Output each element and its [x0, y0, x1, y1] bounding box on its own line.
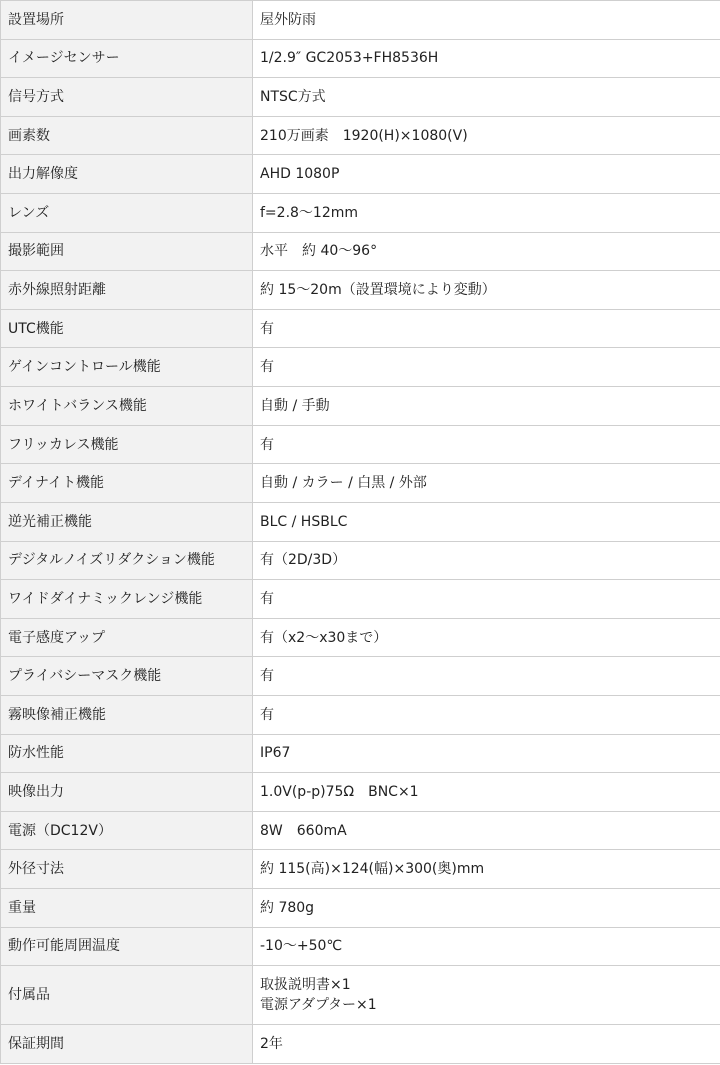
spec-label: 霧映像補正機能: [1, 695, 253, 734]
spec-row-waterproof: [1, 734, 720, 773]
spec-row-signal-system: [1, 78, 720, 117]
spec-value-line: 取扱説明書×1: [260, 977, 351, 994]
spec-row-image-sensor: [1, 39, 720, 78]
spec-label: 保証期間: [1, 1025, 253, 1064]
spec-row-privacy-mask: [1, 657, 720, 696]
spec-label: プライバシーマスク機能: [1, 657, 253, 696]
spec-row-dimensions: [1, 850, 720, 889]
spec-label: 逆光補正機能: [1, 502, 253, 541]
spec-row-lens: [1, 194, 720, 233]
spec-value: 有: [253, 309, 720, 348]
spec-value: -10〜+50℃: [253, 927, 720, 966]
spec-row-noise-reduction: [1, 541, 720, 580]
spec-row-accessories: [1, 966, 720, 1025]
spec-row-gain-control: [1, 348, 720, 387]
spec-label: ワイドダイナミックレンジ機能: [1, 580, 253, 619]
spec-label: 電源（DC12V）: [1, 811, 253, 850]
spec-label: フリッカレス機能: [1, 425, 253, 464]
spec-row-video-output: [1, 773, 720, 812]
spec-label: 画素数: [1, 116, 253, 155]
spec-value: f=2.8〜12mm: [253, 194, 720, 233]
spec-row-wdr: [1, 580, 720, 619]
spec-value: BLC / HSBLC: [253, 502, 720, 541]
spec-row-power: [1, 811, 720, 850]
spec-value: 210万画素 1920(H)×1080(V): [253, 116, 720, 155]
spec-label: ホワイトバランス機能: [1, 387, 253, 426]
spec-row-operating-temp: [1, 927, 720, 966]
spec-row-installation: [1, 1, 720, 40]
spec-value: 有: [253, 657, 720, 696]
spec-label: 撮影範囲: [1, 232, 253, 271]
spec-label: 防水性能: [1, 734, 253, 773]
spec-row-warranty: [1, 1025, 720, 1064]
spec-row-utc: [1, 309, 720, 348]
spec-row-weight: [1, 889, 720, 928]
spec-label: イメージセンサー: [1, 39, 253, 78]
spec-value: 水平 約 40〜96°: [253, 232, 720, 271]
spec-row-backlight-compensation: [1, 502, 720, 541]
spec-value: 自動 / カラー / 白黒 / 外部: [253, 464, 720, 503]
spec-value: 有（x2〜x30まで）: [253, 618, 720, 657]
spec-value: [253, 966, 720, 1025]
spec-label: 映像出力: [1, 773, 253, 812]
spec-row-pixels: [1, 116, 720, 155]
spec-label: デイナイト機能: [1, 464, 253, 503]
spec-row-defog: [1, 695, 720, 734]
spec-table-body: [1, 1, 720, 1064]
spec-label: 外径寸法: [1, 850, 253, 889]
spec-label: 赤外線照射距離: [1, 271, 253, 310]
spec-label: ゲインコントロール機能: [1, 348, 253, 387]
spec-label: UTC機能: [1, 309, 253, 348]
spec-value: 有: [253, 580, 720, 619]
spec-value: AHD 1080P: [253, 155, 720, 194]
spec-value: 約 115(高)×124(幅)×300(奥)mm: [253, 850, 720, 889]
spec-value: 8W 660mA: [253, 811, 720, 850]
spec-value: 屋外防雨: [253, 1, 720, 40]
spec-label: 重量: [1, 889, 253, 928]
spec-row-view-range: [1, 232, 720, 271]
spec-row-output-resolution: [1, 155, 720, 194]
spec-label: デジタルノイズリダクション機能: [1, 541, 253, 580]
spec-row-white-balance: [1, 387, 720, 426]
spec-value: 約 15〜20m（設置環境により変動）: [253, 271, 720, 310]
spec-value: 2年: [253, 1025, 720, 1064]
spec-value-line: 電源アダプター×1: [260, 997, 377, 1014]
spec-value: 有: [253, 695, 720, 734]
spec-label: 電子感度アップ: [1, 618, 253, 657]
spec-value: 有: [253, 425, 720, 464]
spec-label: 付属品: [1, 966, 253, 1025]
spec-value: 有: [253, 348, 720, 387]
spec-value: 有（2D/3D）: [253, 541, 720, 580]
spec-value: 自動 / 手動: [253, 387, 720, 426]
spec-value: 1/2.9″ GC2053+FH8536H: [253, 39, 720, 78]
spec-row-day-night: [1, 464, 720, 503]
spec-row-flickerless: [1, 425, 720, 464]
spec-row-ir-distance: [1, 271, 720, 310]
spec-label: レンズ: [1, 194, 253, 233]
spec-value: IP67: [253, 734, 720, 773]
spec-label: 信号方式: [1, 78, 253, 117]
spec-value: 約 780g: [253, 889, 720, 928]
spec-value: 1.0V(p-p)75Ω BNC×1: [253, 773, 720, 812]
spec-value: NTSC方式: [253, 78, 720, 117]
spec-label: 動作可能周囲温度: [1, 927, 253, 966]
spec-label: 設置場所: [1, 1, 253, 40]
spec-label: 出力解像度: [1, 155, 253, 194]
spec-row-sensitivity-up: [1, 618, 720, 657]
